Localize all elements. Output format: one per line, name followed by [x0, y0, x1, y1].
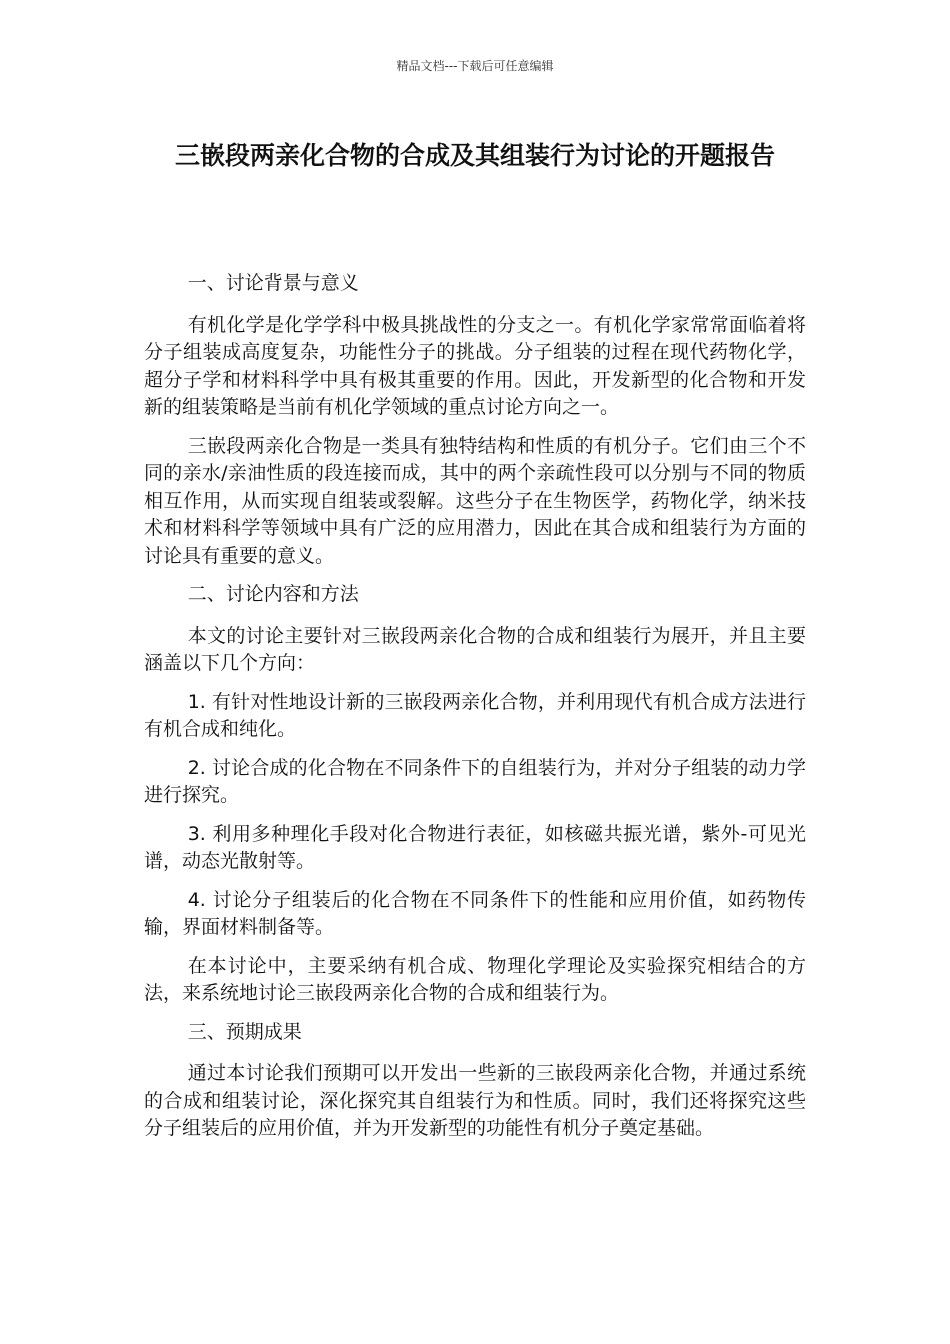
page-header: 精品文档---下载后可任意编辑 [396, 59, 554, 73]
list-item: 2. 讨论合成的化合物在不同条件下的自组装行为，并对分子组装的动力学进行探究。 [144, 756, 806, 806]
section-heading-expected-results: 三、预期成果 [187, 1020, 302, 1043]
paragraph: 在本讨论中，主要采纳有机合成、物理化学理论及实验探究相结合的方法，来系统地讨论三嵌段两亲化合物的合成和组装行为。 [144, 954, 806, 1004]
list-item: 4. 讨论分子组装后的化合物在不同条件下的性能和应用价值，如药物传输，界面材料制备等。 [144, 888, 806, 938]
paragraph: 本文的讨论主要针对三嵌段两亲化合物的合成和组装行为展开，并且主要涵盖以下几个方向： [144, 624, 806, 674]
paragraph: 有机化学是化学学科中极具挑战性的分支之一。有机化学家常常面临着将分子组装成高度复杂，功能性分子的挑战。分子组装的过程在现代药物化学，超分子学和材料科学中具有极其重要的作用。因此，开发新型的化合物和开发新的组装策略是当前有机化学领域的重点讨论方向之一。 [144, 313, 806, 418]
section-heading-background: 一、讨论背景与意义 [187, 272, 359, 294]
paragraph: 通过本讨论我们预期可以开发出一些新的三嵌段两亲化合物，并通过系统的合成和组装讨论，深化探究其自组装行为和性质。同时，我们还将探究这些分子组装后的应用价值，并为开发新型的功能性有机分子奠定基础。 [144, 1062, 806, 1139]
paragraph: 三嵌段两亲化合物是一类具有独特结构和性质的有机分子。它们由三个不同的亲水/亲油性质的段连接而成，其中的两个亲疏性段可以分别与不同的物质相互作用，从而实现自组装或裂解。这些分子在生物医学，药物化学，纳米技术和材料科学等领域中具有广泛的应用潜力，因此在其合成和组装行为方面的讨论具有重要的意义。 [144, 434, 806, 567]
document-title: 三嵌段两亲化合物的合成及其组装行为讨论的开题报告 [174, 141, 775, 170]
section-heading-methods: 二、讨论内容和方法 [187, 583, 359, 605]
list-item: 1. 有针对性地设计新的三嵌段两亲化合物，并利用现代有机合成方法进行有机合成和纯化。 [144, 690, 806, 740]
list-item: 3. 利用多种理化手段对化合物进行表征，如核磁共振光谱，紫外-可见光谱，动态光散射等。 [144, 822, 806, 872]
document-body [144, 270, 806, 1154]
